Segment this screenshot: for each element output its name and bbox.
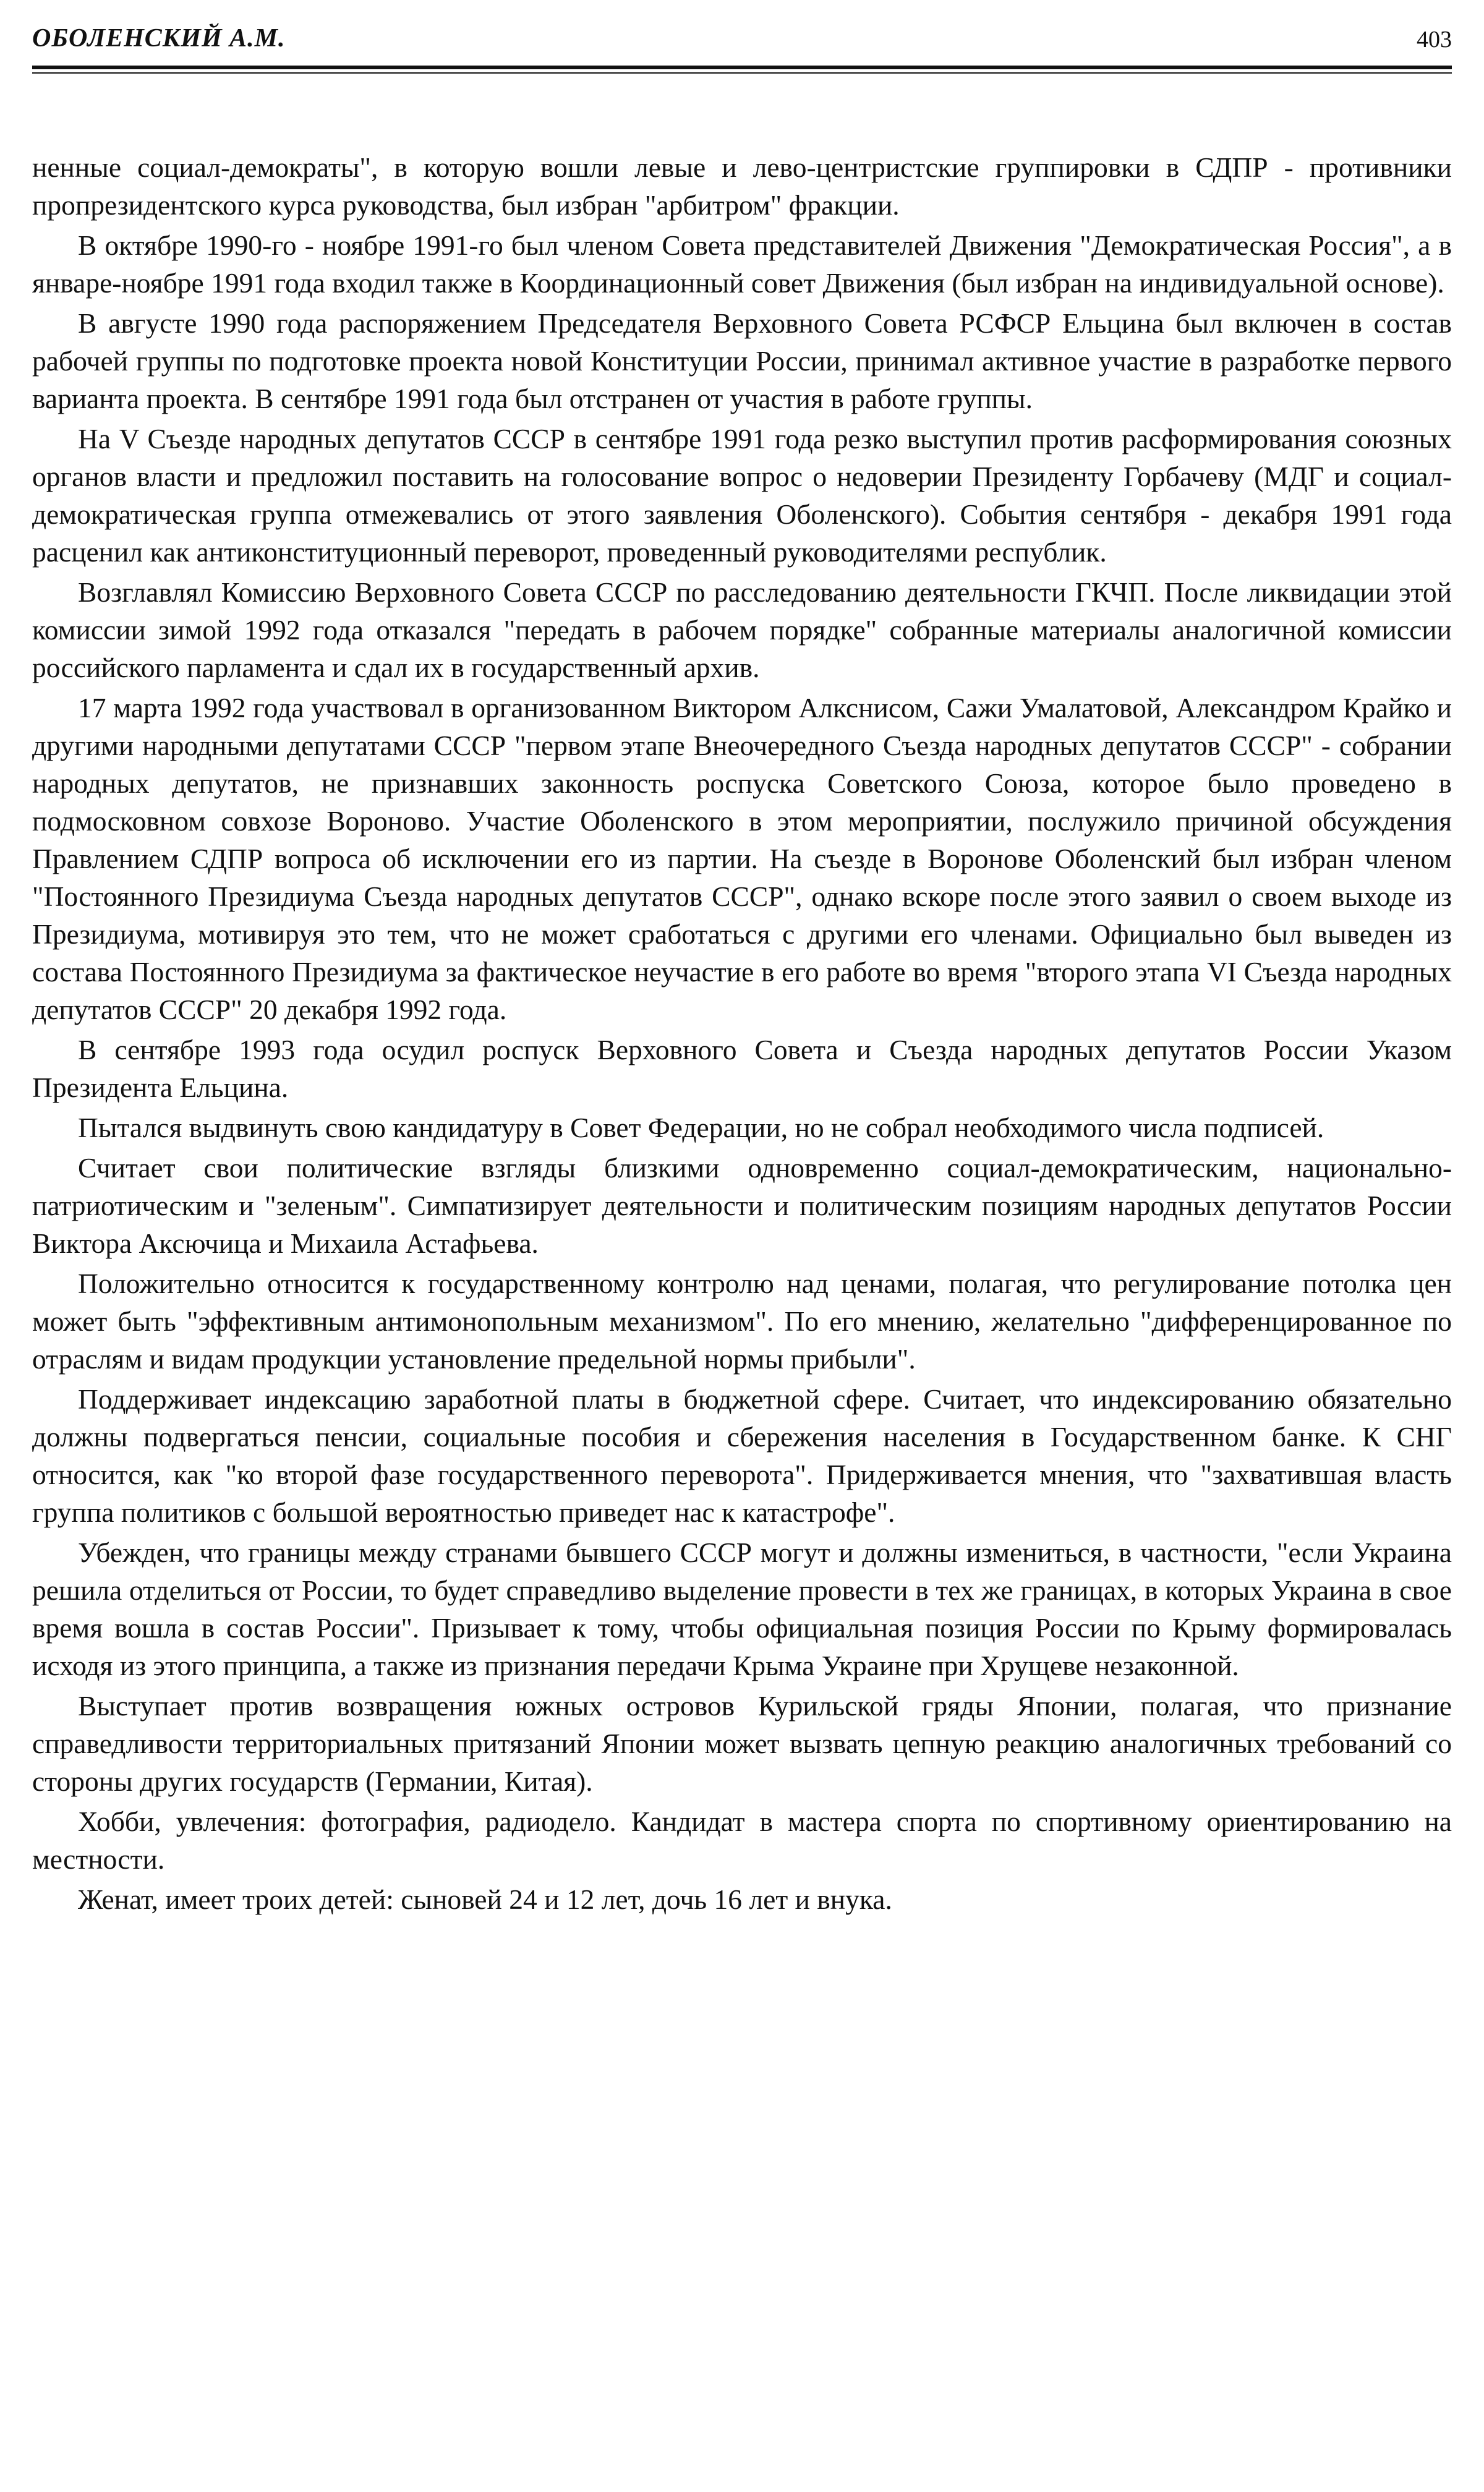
paragraph: Женат, имеет троих детей: сыновей 24 и 12 лет, дочь 16 лет и внука. xyxy=(78,1884,892,1915)
paragraph: ненные социал-демократы", в которую вошли левые и лево-центристские группировки в СДПР - противники пропрезидентского курса руководства, был избран "арбитром" фракции. xyxy=(32,151,1452,221)
page-number: 403 xyxy=(1417,27,1452,53)
paragraph: Поддерживает индексацию заработной платы в бюджетной сфере. Считает, что индексированию обязательно должны подвергаться пенсии, социальные пособия и сбережения населения в Государственном банке. К СНГ относится, как "ко второй фазе государственного переворота". Придерживается мнения, что "захватившая власть группа политиков с большой вероятностью приведет нас к катастрофе". xyxy=(32,1383,1452,1528)
paragraph: В сентябре 1993 года осудил роспуск Верховного Совета и Съезда народных депутатов России Указом Президента Ельцина. xyxy=(32,1034,1452,1103)
header-rule-thin xyxy=(32,72,1452,74)
running-header xyxy=(32,23,1452,61)
paragraph: На V Съезде народных депутатов СССР в сентябре 1991 года резко выступил против расформирования союзных органов власти и предложил поставить на голосование вопрос о недоверии Президенту Горбачеву (МДГ и социал-демократическая группа отмежевались от этого заявления Оболенского). События сентября - декабря 1991 года расценил как антиконституционный переворот, проведенный руководителями республик. xyxy=(32,423,1452,568)
running-head-author: ОБОЛЕНСКИЙ А.М. xyxy=(32,24,286,53)
paragraph: В августе 1990 года распоряжением Председателя Верховного Совета РСФСР Ельцина был включен в состав рабочей группы по подготовке проекта новой Конституции России, принимал активное участие в разработке первого варианта проекта. В сентябре 1991 года был отстранен от участия в работе группы. xyxy=(32,307,1452,414)
body-text xyxy=(32,148,1452,1921)
header-rule-thick xyxy=(32,66,1452,69)
paragraph: Пытался выдвинуть свою кандидатуру в Совет Федерации, но не собрал необходимого числа подписей. xyxy=(78,1112,1324,1143)
paragraph: Выступает против возвращения южных островов Курильской гряды Японии, полагая, что признание справедливости территориальных притязаний Японии может вызвать цепную реакцию аналогичных требований со стороны других государств (Германии, Китая). xyxy=(32,1690,1452,1797)
paragraph: Считает свои политические взгляды близкими одновременно социал-демократическим, национально-патриотическим и "зеленым". Симпатизирует деятельности и политическим позициям народных депутатов России Виктора Аксючица и Михаила Астафьева. xyxy=(32,1152,1452,1259)
paragraph: В октябре 1990-го - ноябре 1991-го был членом Совета представителей Движения "Демократическая Россия", а в январе-ноябре 1991 года входил также в Координационный совет Движения (был избран на индивидуальной основе). xyxy=(32,229,1452,299)
paragraph: 17 марта 1992 года участвовал в организованном Виктором Алкснисом, Сажи Умалатовой, Александром Крайко и другими народными депутатами СССР "первом этапе Внеочередного Съезда народных депутатов СССР" - собрании народных депутатов, не признавших законность роспуска Советского Союза, которое было проведено в подмосковном совхозе Вороново. Участие Оболенского в этом мероприятии, послужило причиной обсуждения Правлением СДПР вопроса об исключении его из партии. На съезде в Воронове Оболенский был избран членом "Постоянного Президиума Съезда народных депутатов СССР", однако вскоре после этого заявил о своем выходе из Президиума, мотивируя это тем, что не может сработаться с другими его членами. Официально был выведен из состава Постоянного Президиума за фактическое неучастие в его работе во время "второго этапа VI Съезда народных депутатов СССР" 20 декабря 1992 года. xyxy=(32,692,1452,1025)
paragraph: Положительно относится к государственному контролю над ценами, полагая, что регулирование потолка цен может быть "эффективным антимонопольным механизмом". По его мнению, желательно "дифференцированное по отраслям и видам продукции установление предельной нормы прибыли". xyxy=(32,1268,1452,1375)
paragraph: Убежден, что границы между странами бывшего СССР могут и должны измениться, в частности, "если Украина решила отделиться от России, то будет справедливо выделение провести в тех же границах, в которых Украина в свое время вошла в состав России". Призывает к тому, чтобы официальная позиция России по Крыму формировалась исходя из этого принципа, а также из признания передачи Крыма Украине при Хрущеве незаконной. xyxy=(32,1537,1452,1681)
paragraph: Возглавлял Комиссию Верховного Совета СССР по расследованию деятельности ГКЧП. После ликвидации этой комиссии зимой 1992 года отказался "передать в рабочем порядке" собранные материалы аналогичной комиссии российского парламента и сдал их в государственный архив. xyxy=(32,576,1452,683)
paragraph: Хобби, увлечения: фотография, радиодело. Кандидат в мастера спорта по спортивному ориентированию на местности. xyxy=(32,1806,1452,1875)
